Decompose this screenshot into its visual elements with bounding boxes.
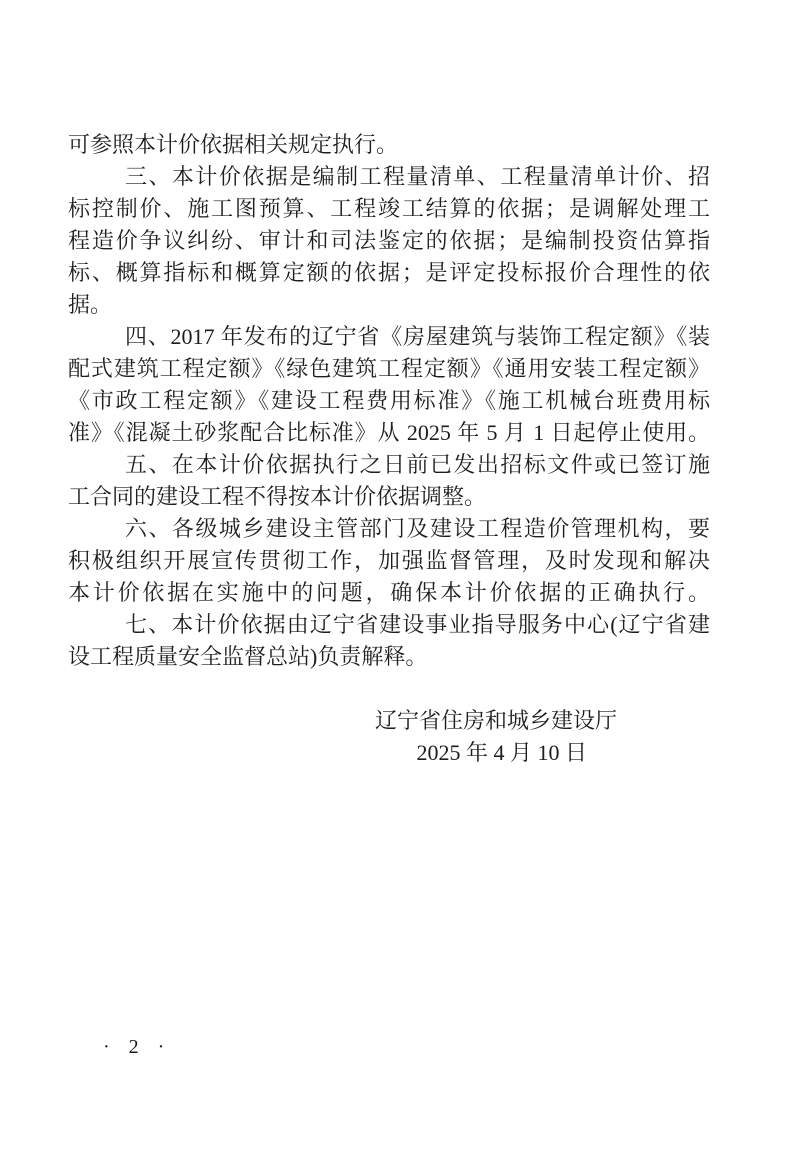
body-line: 据。 <box>68 292 113 317</box>
blank-line <box>68 673 710 705</box>
body-line: 七、本计价依据由辽宁省建设事业指导服务中心(辽宁省建 <box>125 612 710 637</box>
document-body <box>68 129 710 769</box>
body-line: 可参照本计价依据相关规定执行。 <box>68 132 399 157</box>
body-line: 标控制价、施工图预算、工程竣工结算的依据；是调解处理工 <box>68 196 710 221</box>
body-line: 工合同的建设工程不得按本计价依据调整。 <box>68 484 487 509</box>
signature-organization: 辽宁省住房和城乡建设厅 <box>374 708 617 733</box>
body-line: 三、本计价依据是编制工程量清单、工程量清单计价、招 <box>125 164 710 189</box>
signature-date: 2025 年 4 月 10 日 <box>416 740 587 765</box>
body-line: 准》《混凝土砂浆配合比标准》从 2025 年 5 月 1 日起停止使用。 <box>68 420 710 445</box>
body-line: 标、概算指标和概算定额的依据；是评定投标报价合理性的依 <box>68 260 710 285</box>
body-line: 本计价依据在实施中的问题，确保本计价依据的正确执行。 <box>68 580 710 605</box>
body-line: 五、在本计价依据执行之日前已发出招标文件或已签订施 <box>125 452 710 477</box>
body-line: 程造价争议纠纷、审计和司法鉴定的依据；是编制投资估算指 <box>68 228 710 253</box>
body-line: 积极组织开展宣传贯彻工作，加强监督管理，及时发现和解决 <box>68 548 710 573</box>
page-number: · 2 · <box>103 1036 165 1058</box>
body-line: 四、2017 年发布的辽宁省《房屋建筑与装饰工程定额》《装 <box>125 324 710 349</box>
body-line: 设工程质量安全监督总站)负责解释。 <box>68 644 428 669</box>
body-line: 配式建筑工程定额》《绿色建筑工程定额》《通用安装工程定额》 <box>68 356 710 381</box>
body-line: 《市政工程定额》《建设工程费用标准》《施工机械台班费用标 <box>68 388 710 413</box>
body-line: 六、各级城乡建设主管部门及建设工程造价管理机构，要 <box>125 516 710 541</box>
